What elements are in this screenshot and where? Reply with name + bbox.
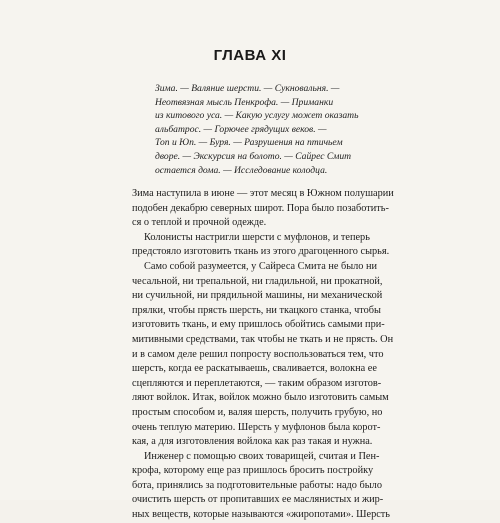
body-text-line: Зима наступила в июне — этот месяц в Южном полушарии — [132, 188, 394, 199]
summary-line: остается дома. — Исследование колодца. — [155, 164, 328, 176]
chapter-title: ГЛАВА XI — [213, 47, 287, 64]
body-text-line: Инженер с помощью своих товарищей, считая и Пен- — [144, 450, 380, 462]
body-text-line: и в самом деле решил попросту воспользоваться тем, что — [132, 348, 384, 360]
body-text-line: простым способом и, валяя шерсть, получить грубую, но — [132, 406, 383, 418]
body-text-line: крофа, которому еще раз пришлось бросить постройку — [132, 465, 374, 477]
body-text-line: предстояло изготовить ткань из этого драгоценного сырья. — [132, 246, 390, 258]
body-text-line: Колонисты настригли шерсти с муфлонов, и теперь — [144, 231, 370, 243]
chapter-body — [132, 187, 394, 523]
summary-line: альбатрос. — Горючее грядущих веков. — — [155, 123, 327, 135]
body-text-line: подобен декабрю северных широт. Пора было позаботить- — [132, 202, 389, 214]
body-text-line: ляют войлок. Итак, войлок можно было изготовить самым — [132, 392, 389, 404]
body-text-line: изготовить ткань, и ему пришлось обойтись самыми при- — [132, 319, 385, 331]
body-text-line: бота, принялись за подготовительные работы: надо было — [132, 479, 382, 491]
body-text-line: кая, а для изготовления войлока как раз такая и нужна. — [132, 436, 373, 448]
body-text-line: очистить шерсть от пропитавших ее маслянистых и жир- — [132, 494, 384, 506]
summary-line: Зима. — Валяние шерсти. — Сукновальня. — — [155, 83, 340, 94]
body-text-line: Само собой разумеется, у Сайреса Смита не было ни — [144, 260, 378, 272]
summary-line: из китового уса. — Какую услугу может оказать — [155, 110, 359, 122]
summary-line: дворе. — Экскурсия на болото. — Сайрес Смит — [155, 150, 352, 162]
chapter-summary — [155, 82, 385, 177]
body-text-line: очень теплую материю. Шерсть у муфлонов была корот- — [132, 421, 381, 433]
body-text-line: ни сучильной, ни прядильной машины, ни механической — [132, 290, 383, 302]
body-text-line: чесальной, ни трепальной, ни гладильной, ни прокатной, — [132, 275, 383, 287]
body-text-line: прялки, чтобы прясть шерсть, ни ткацкого станка, чтобы — [132, 304, 381, 316]
body-text-line: митивными средствами, так чтобы не ткать и не прясть. Он — [132, 333, 394, 345]
body-text-line: сцепляются и переплетаются, — таким образом изготов- — [132, 377, 382, 389]
summary-line: Топ и Юп. — Буря. — Разрушения на птичьем — [155, 137, 343, 149]
body-text-line: ных веществ, которые называются «жиропотами». Шерсть — [132, 509, 390, 521]
body-text-line: ся о теплой и прочной одежде. — [132, 217, 267, 229]
summary-line: Неотвязная мысль Пенкрофа. — Приманки — [155, 96, 334, 108]
body-text-line: шерсть, когда ее раскатываешь, сваливается, волокна ее — [132, 363, 377, 375]
